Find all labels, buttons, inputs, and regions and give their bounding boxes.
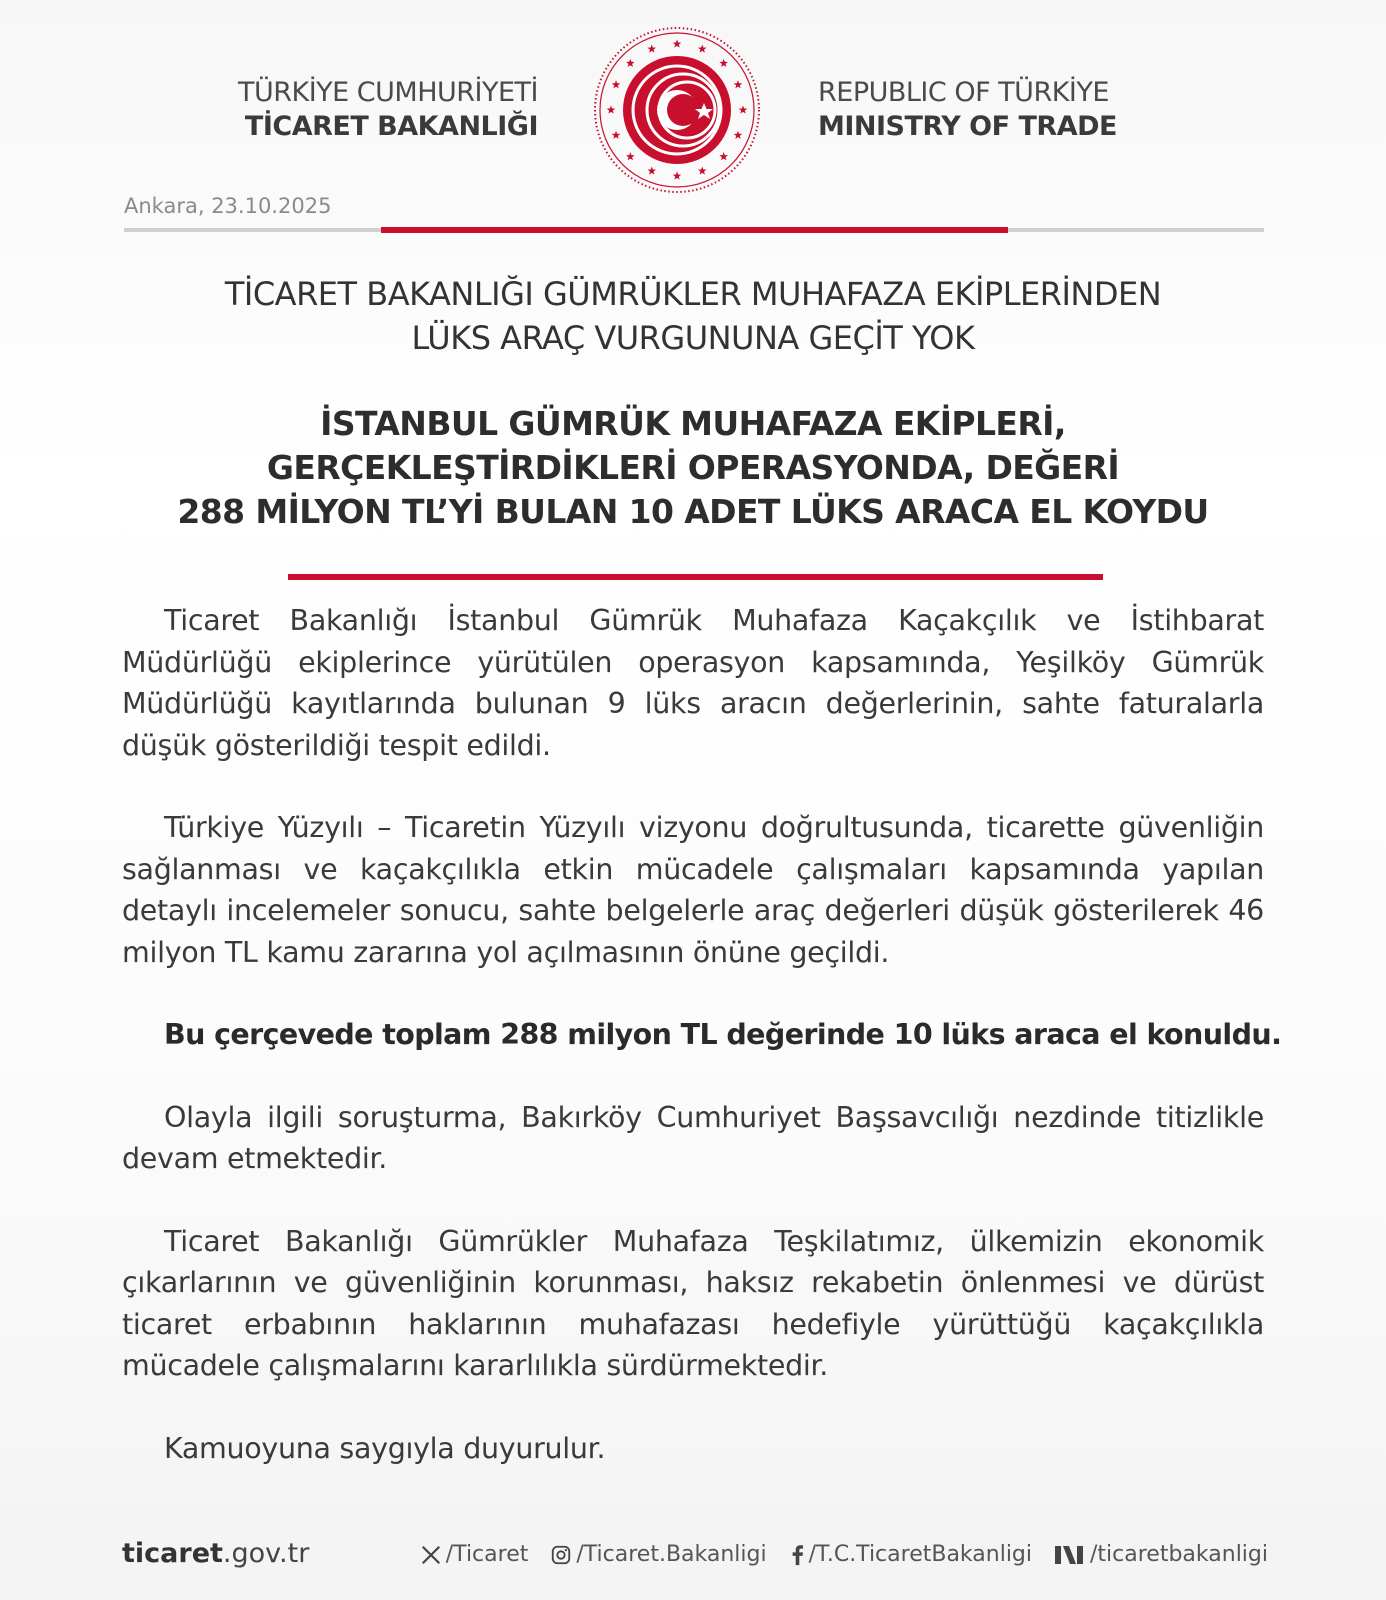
press-headline [100,402,1286,534]
header-left-line1: TÜRKİYE CUMHURİYETİ [237,77,538,108]
emblem-star-icon [673,40,682,48]
social-facebook-handle: /T.C.TicaretBakanligi [808,1542,1033,1567]
emblem-star-icon [626,59,635,67]
website-suffix: .gov.tr [222,1538,310,1569]
emblem-star-icon [734,131,743,139]
emblem-star-icon [734,80,743,88]
social-x[interactable] [420,1542,529,1567]
body-paragraph: Kamuoyuna saygıyla duyurulur. [164,1431,606,1465]
title-line2: LÜKS ARAÇ VURGUNUNA GEÇİT YOK [411,319,975,357]
body-paragraph: Ticaret Bakanlığı Gümrükler Muhafaza Teşkilatımız, ülkemizin ekonomik çıkarlarının ve güvenliğinin korunması, haksız rekabetin önlenmesi ve dürüst ticaret erbabının haklarının muhafazası hedefiyle yürüttüğü kaçakçılıkla mücadele çalışmalarını kararlılıkla sürdürmektedir. [122,1224,1264,1382]
nsosyal-icon [1054,1544,1086,1566]
divider-red-top [381,227,1008,233]
social-x-handle: /Ticaret [445,1542,529,1567]
header-left-line2: TİCARET BAKANLIĞI [244,111,538,142]
social-instagram-handle: /Ticaret.Bakanligi [576,1542,767,1567]
social-links [420,1542,1268,1567]
ministry-emblem-icon [592,25,762,195]
header-right-line2: MINISTRY OF TRADE [818,111,1117,142]
emblem-star-icon [698,166,707,174]
facebook-icon [789,1544,805,1566]
body-paragraph: Ticaret Bakanlığı İstanbul Gümrük Muhafaza Kaçakçılık ve İstihbarat Müdürlüğü ekiplerince yürütülen operasyon kapsamında, Yeşilköy Gümrük Müdürlüğü kayıtlarında bulunan 9 lüks aracın değerlerinin, sahte faturalarla düşük gösterildiği tespit edildi. [122,604,1264,762]
headline-line2: GERÇEKLEŞTİRDİKLERİ OPERASYONDA, DEĞERİ [266,448,1120,487]
emblem-star-icon [612,131,621,139]
website-link[interactable] [122,1538,309,1569]
emblem-star-icon [607,106,616,114]
social-nsosyal[interactable] [1054,1542,1268,1567]
emblem-star-icon [719,152,728,160]
date-line: Ankara, 23.10.2025 [124,194,332,218]
headline-line1: İSTANBUL GÜMRÜK MUHAFAZA EKİPLERİ, [320,404,1066,443]
emblem-star-icon [739,106,748,114]
emblem-star-icon [647,45,656,53]
social-nsosyal-handle: /ticaretbakanligi [1090,1542,1268,1567]
headline-line3: 288 MİLYON TL’Yİ BULAN 10 ADET LÜKS ARACA EL KOYDU [177,492,1209,531]
instagram-icon [550,1544,572,1566]
title-line1: TİCARET BAKANLIĞI GÜMRÜKLER MUHAFAZA EKİPLERİNDEN [224,275,1162,313]
social-instagram[interactable] [550,1542,766,1567]
press-body [122,600,1282,1510]
header-english [818,76,1117,144]
emblem-star-icon [719,59,728,67]
letterhead [0,0,1386,200]
press-title [100,272,1286,360]
divider-red-mid [288,574,1103,580]
header-turkish [238,76,538,144]
emblem-star-icon [612,80,621,88]
emblem-star-icon [626,152,635,160]
header-right-line1: REPUBLIC OF TÜRKİYE [818,77,1109,108]
social-facebook[interactable] [789,1542,1032,1567]
body-paragraph: Olayla ilgili soruşturma, Bakırköy Cumhuriyet Başsavcılığı nezdinde titizlikle devam etmektedir. [122,1100,1264,1175]
website-bold: ticaret [122,1538,223,1569]
x-icon [420,1544,442,1566]
footer [0,1538,1386,1582]
emblem-star-icon [673,172,682,180]
body-paragraph: Türkiye Yüzyılı – Ticaretin Yüzyılı vizyonu doğrultusunda, ticarette güvenliğin sağlanması ve kaçakçılıkla etkin mücadele çalışmaları kapsamında yapılan detaylı incelemeler sonucu, sahte belgelerle araç değerleri düşük gösterilerek 46 milyon TL kamu zararına yol açılmasının önüne geçildi. [122,811,1264,969]
body-paragraph-highlight: Bu çerçevede toplam 288 milyon TL değerinde 10 lüks araca el konuldu. [164,1018,1282,1051]
emblem-star-icon [647,166,656,174]
emblem-star-icon [698,45,707,53]
